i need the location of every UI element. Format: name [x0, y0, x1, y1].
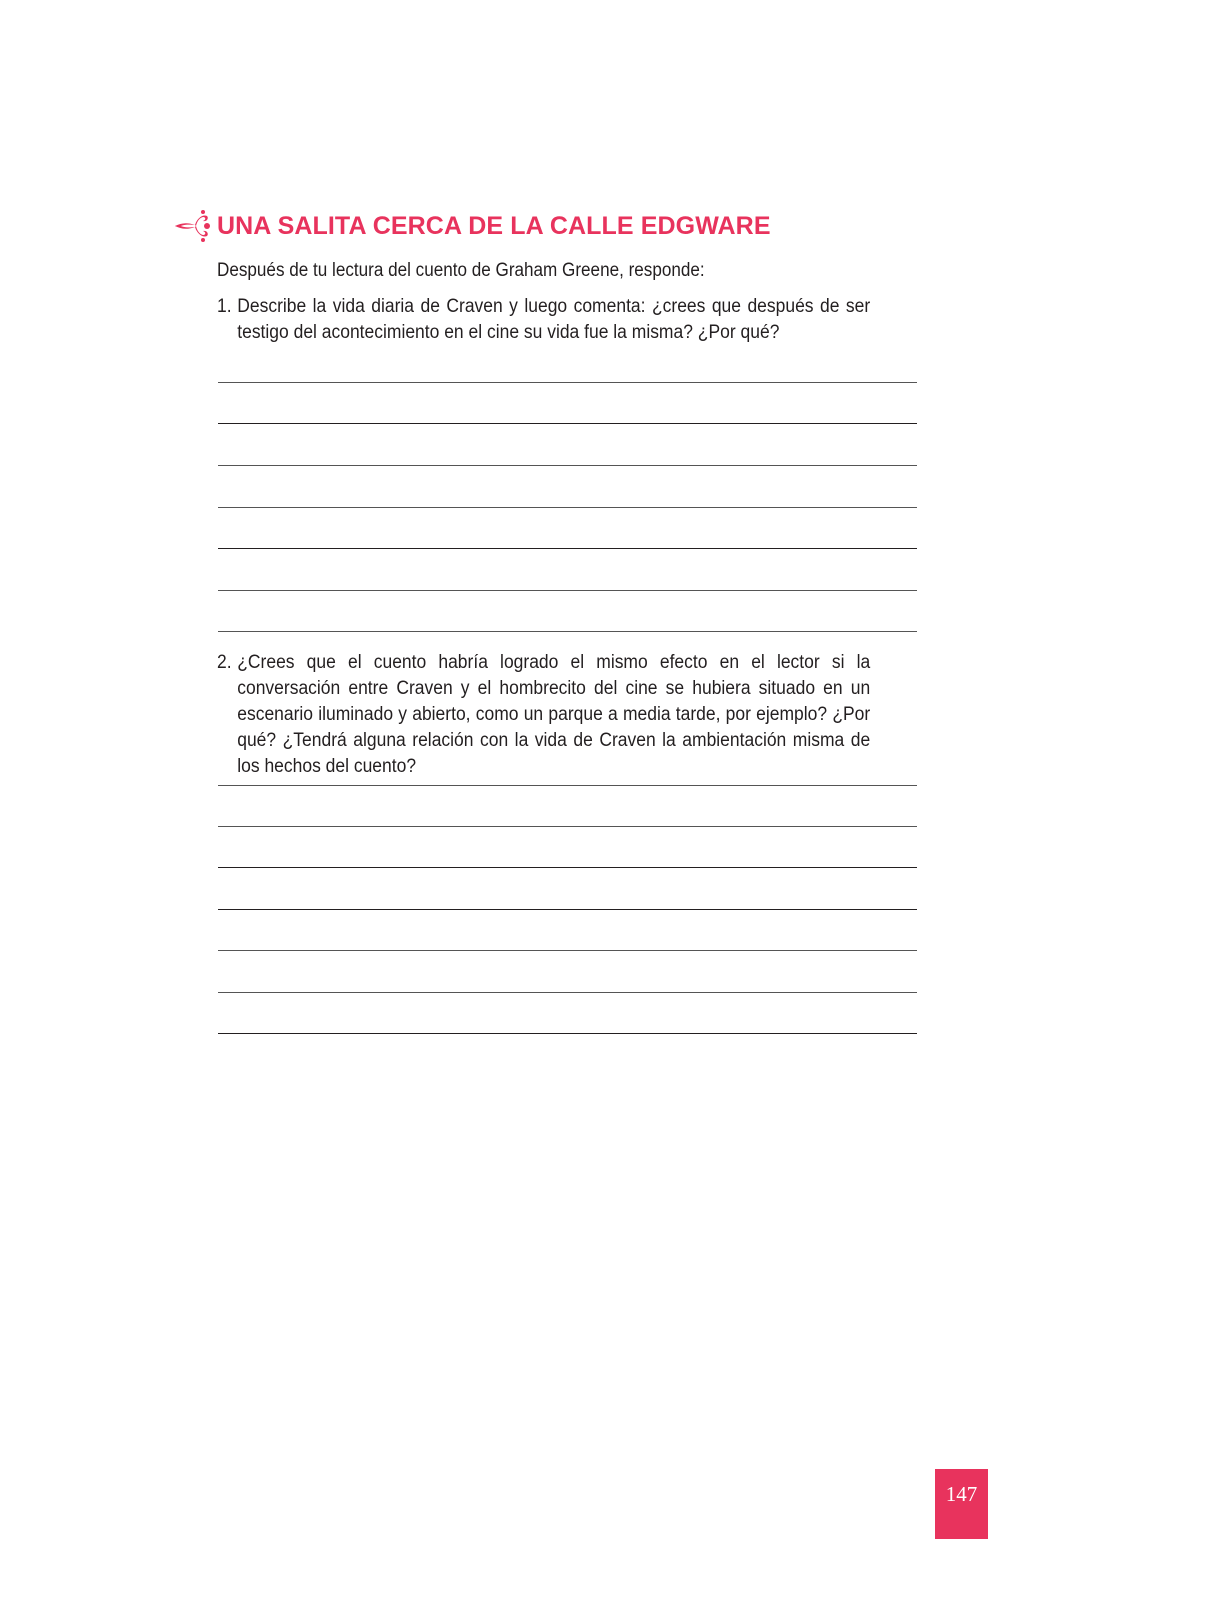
answer-line[interactable]	[218, 423, 917, 424]
question-1	[217, 294, 870, 346]
answer-line[interactable]	[218, 507, 917, 508]
answer-line[interactable]	[218, 909, 917, 910]
answer-line[interactable]	[218, 465, 917, 466]
answer-line[interactable]	[218, 590, 917, 591]
section-title: UNA SALITA CERCA DE LA CALLE EDGWARE	[217, 211, 771, 240]
answer-line[interactable]	[218, 785, 917, 786]
answer-line[interactable]	[218, 826, 917, 827]
answer-line[interactable]	[218, 950, 917, 951]
answer-line[interactable]	[218, 382, 917, 383]
answer-line[interactable]	[218, 631, 917, 632]
question-text: ¿Crees que el cuento habría logrado el mismo efecto en el lector si la conversación entre Craven y el hombrecito del cine se hubiera situado en un escenario iluminado y abierto, como un parque a media tarde, por ejemplo? ¿Por qué? ¿Tendrá alguna relación con la vida de Craven la ambientación misma de los hechos del cuento?	[237, 652, 871, 777]
question-2	[217, 650, 870, 780]
fleuron-icon	[173, 208, 213, 244]
answer-line[interactable]	[218, 867, 917, 868]
answer-line[interactable]	[218, 992, 917, 993]
answer-line[interactable]	[218, 1033, 917, 1034]
answer-line[interactable]	[218, 548, 917, 549]
question-number: 2.	[217, 652, 232, 673]
question-text: Describe la vida diaria de Craven y luego comenta: ¿crees que después de ser testigo del acontecimiento en el cine su vida fue la misma? ¿Por qué?	[237, 296, 871, 343]
page-number: 147	[935, 1469, 988, 1539]
section-heading	[173, 208, 771, 244]
intro-text: Después de tu lectura del cuento de Graham Greene, responde:	[217, 260, 705, 281]
question-number: 1.	[217, 296, 232, 317]
